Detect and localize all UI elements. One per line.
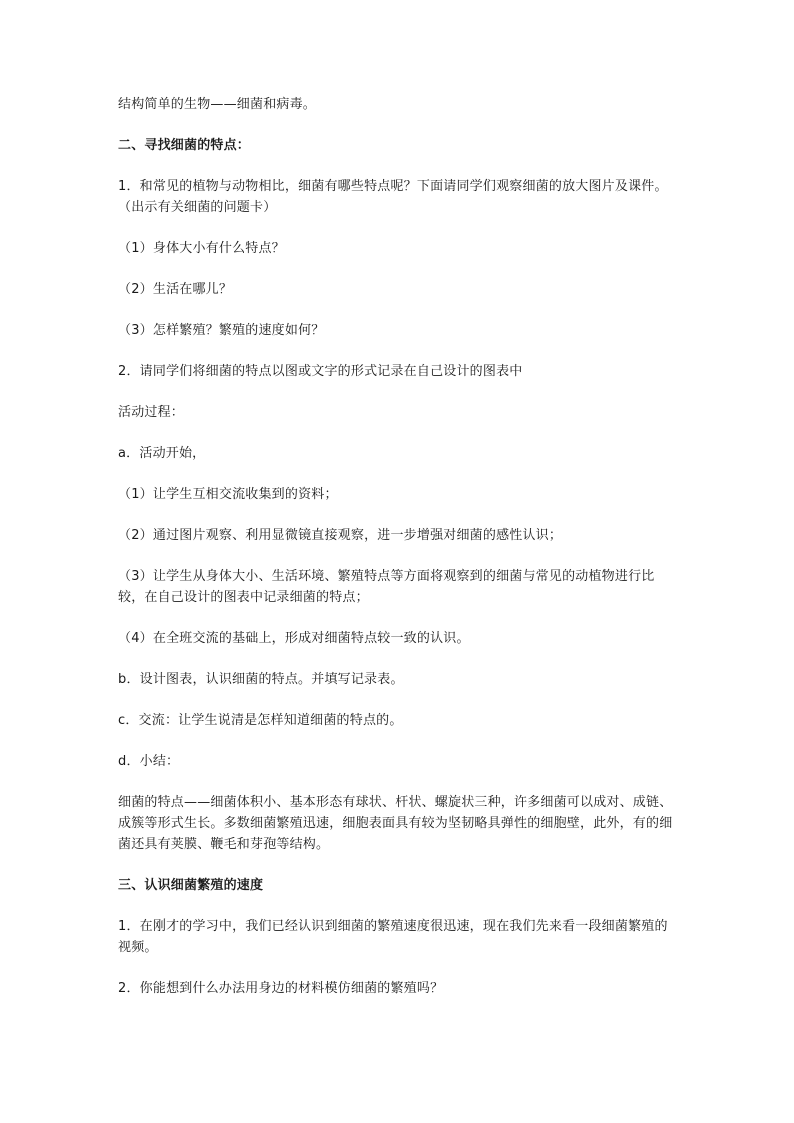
section-heading-3: 三、认识细菌繁殖的速度 <box>118 878 264 893</box>
activity-step-d: d．小结： <box>118 754 180 769</box>
activity-substep-3: （3）让学生从身体大小、生活环境、繁殖特点等方面将观察到的细菌与常见的动植物进行比较，在自己设计的图表中记录细菌的特点； <box>118 569 655 605</box>
paragraph-reproduction-2: 2．你能想到什么办法用身边的材料模仿细菌的繁殖吗？ <box>118 981 444 996</box>
section-heading-2: 二、寻找细菌的特点： <box>118 138 251 153</box>
activity-process-label: 活动过程： <box>118 405 185 420</box>
question-item-2: （2）生活在哪儿？ <box>118 282 233 297</box>
document-body <box>118 94 678 1019</box>
paragraph-question-1: 1．和常见的植物与动物相比，细菌有哪些特点呢？下面请同学们观察细菌的放大图片及课件。（出示有关细菌的问题卡） <box>118 179 668 215</box>
activity-substep-1: （1）让学生互相交流收集到的资料； <box>118 487 338 502</box>
intro-line: 结构简单的生物——细菌和病毒。 <box>118 97 317 112</box>
activity-step-c: c．交流：让学生说清是怎样知道细菌的特点的。 <box>118 713 403 728</box>
question-item-1: （1）身体大小有什么特点？ <box>118 241 285 256</box>
question-item-3: （3）怎样繁殖？繁殖的速度如何？ <box>118 323 325 338</box>
activity-step-a: a．活动开始， <box>118 446 206 461</box>
activity-substep-4: （4）在全班交流的基础上，形成对细菌特点较一致的认识。 <box>118 631 470 646</box>
paragraph-task-2: 2．请同学们将细菌的特点以图或文字的形式记录在自己设计的图表中 <box>118 364 523 379</box>
paragraph-reproduction-1: 1．在刚才的学习中，我们已经认识到细菌的繁殖速度很迅速，现在我们先来看一段细菌繁殖的视频。 <box>118 919 668 955</box>
summary-paragraph: 细菌的特点——细菌体积小、基本形态有球状、杆状、螺旋状三种，许多细菌可以成对、成链、成簇等形式生长。多数细菌繁殖迅速，细胞表面具有较为坚韧略具弹性的细胞壁，此外，有的细菌还具有荚膜、鞭毛和芽孢等结构。 <box>118 795 673 852</box>
activity-substep-2: （2）通过图片观察、利用显微镜直接观察，进一步增强对细菌的感性认识； <box>118 528 563 543</box>
activity-step-b: b．设计图表，认识细菌的特点。并填写记录表。 <box>118 672 404 687</box>
